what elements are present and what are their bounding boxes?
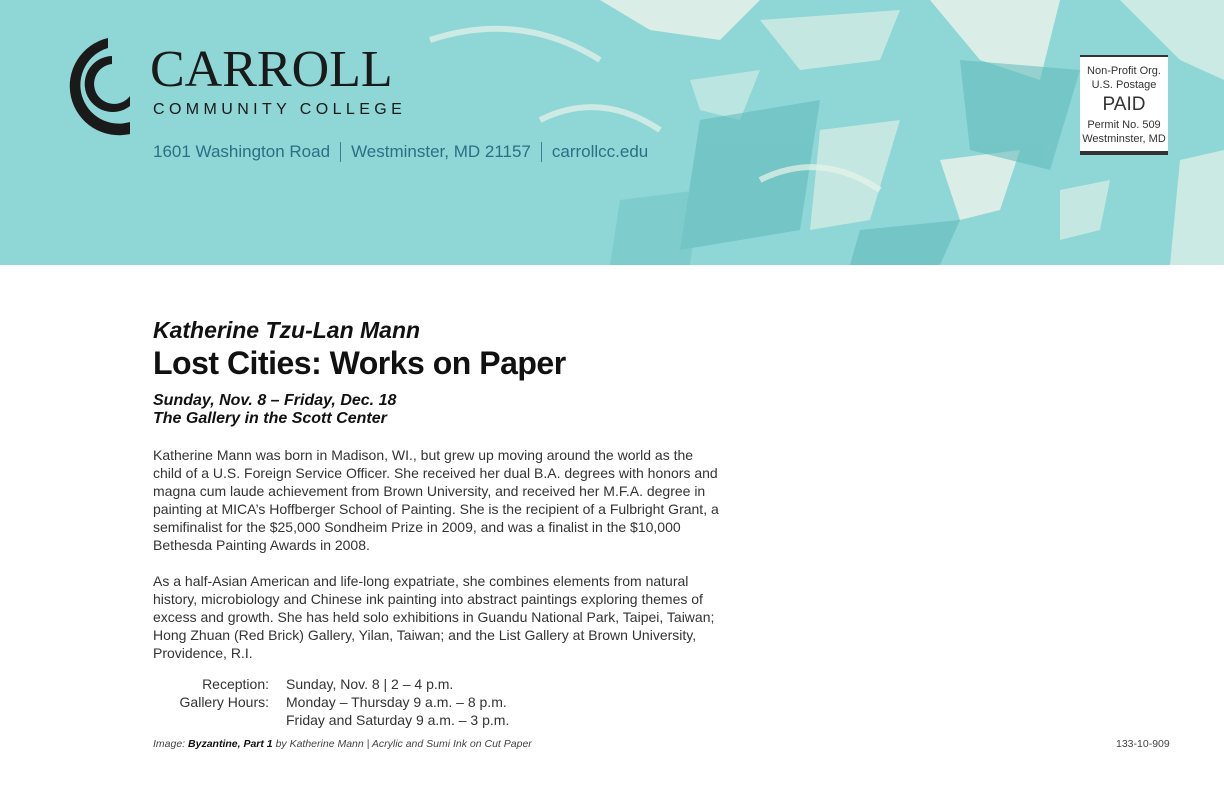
hours-table [153,675,509,729]
credit-prefix: Image: [153,738,189,750]
hours-value: Monday – Thursday 9 a.m. – 8 p.m. [286,694,507,710]
exhibit-title: Lost Cities: Works on Paper [153,345,566,381]
brand-name: CARROLL [150,41,393,98]
address-line [153,142,648,162]
street-address: 1601 Washington Road [153,142,331,161]
hours-label [153,711,286,729]
hours-row [153,693,509,711]
hours-value: Sunday, Nov. 8 | 2 – 4 p.m. [286,676,454,692]
postage-indicia [1080,55,1168,155]
carroll-logo-icon [50,30,145,140]
hours-value: Friday and Saturday 9 a.m. – 3 p.m. [286,712,510,728]
postage-us: U.S. Postage [1091,79,1157,91]
header-banner [0,0,1224,265]
exhibit-venue: The Gallery in the Scott Center [153,410,387,427]
hours-label: Gallery Hours: [179,694,269,710]
postage-org: Non-Profit Org. [1087,65,1161,77]
bio-paragraph: As a half-Asian American and life-long expatriate, she combines elements from natural history, microbiology and Chinese ink painting into abstract paintings exploring themes of excess and growth. She has held solo exhibitions in Guandu National Park, Taipei, Taiwan; Hong Zhuan (Red Brick) Gallery, Yilan, Taiwan; and the List Gallery at Brown University, Providence, R.I. [153,573,715,661]
postage-permit: Permit No. 509 [1087,119,1161,131]
address-divider [340,142,341,162]
credit-title: Byzantine, Part 1 [188,738,273,750]
mailing-code: 133-10-909 [1116,738,1170,750]
event-content [153,316,723,662]
bio-paragraph: Katherine Mann was born in Madison, WI., but grew up moving around the world as the child of a U.S. Foreign Service Officer. She received her dual B.A. degrees with honors and magna cum laude achievement from Brown University, and received her M.F.A. degree in painting at MICA’s Hoffberger School of Painting. She is the recipient of a Fulbright Grant, a semifinalist for the $25,000 Sondheim Prize in 2009, and was a finalist in the $10,000 Bethesda Painting Awards in 2008. [153,447,719,553]
credit-details: by Katherine Mann | Acrylic and Sumi Ink on Cut Paper [272,738,532,750]
hours-row [153,675,509,693]
hours-row [153,711,509,729]
postage-paid: PAID [1102,94,1146,115]
postage-city: Westminster, MD [1082,133,1166,145]
hours-label: Reception: [202,676,269,692]
brand-subtitle: COMMUNITY COLLEGE [153,101,407,118]
exhibit-dates: Sunday, Nov. 8 – Friday, Dec. 18 [153,392,397,409]
artist-name: Katherine Tzu-Lan Mann [153,317,421,343]
image-credit [153,738,532,750]
abstract-artwork [0,0,1224,265]
address-divider [541,142,542,162]
city-address: Westminster, MD 21157 [351,142,531,161]
website-link[interactable]: carrollcc.edu [551,142,649,161]
